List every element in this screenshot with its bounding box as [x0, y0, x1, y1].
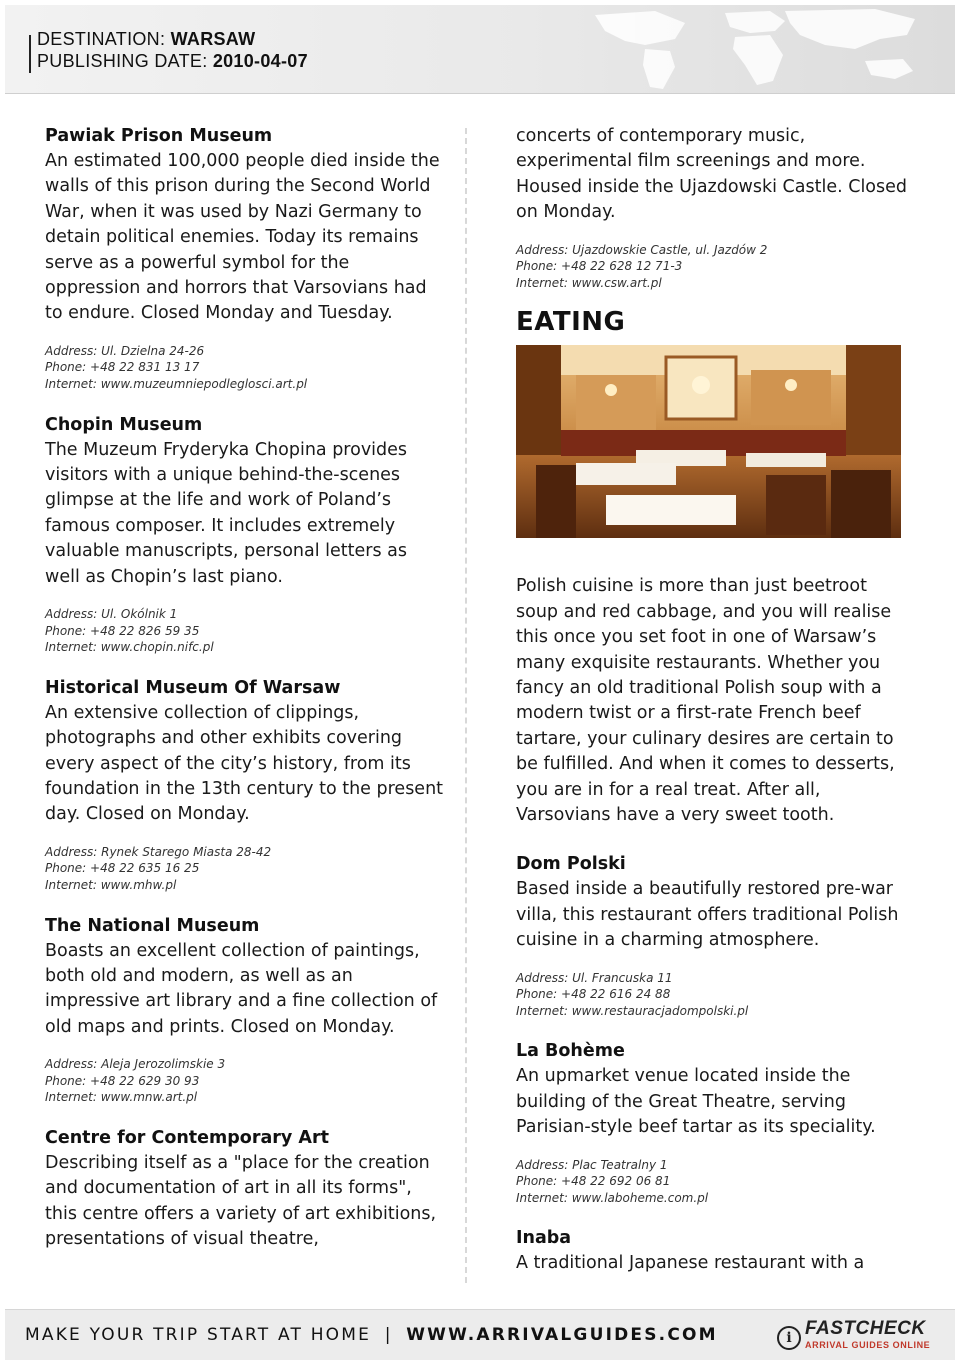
- entry-internet: Internet: www.chopin.nifc.pl: [45, 640, 214, 655]
- entry-chopin-museum: [45, 413, 445, 656]
- world-map-graphic: [535, 5, 955, 93]
- entry-description: An upmarket venue located inside the building of the Great Theatre, serving Parisian-style beef tartar as its speciality.: [516, 1066, 876, 1138]
- entry-description: The Muzeum Fryderyka Chopina provides visitors with a unique behind-the-scenes glimpse at the life and work of Poland’s famous composer. It includes extremely valuable manuscripts, personal letters as well as Chopin’s last piano.: [45, 439, 408, 587]
- entry-address: Address: Ul. Francuska 11: [516, 970, 673, 985]
- tagline-text: MAKE YOUR TRIP START AT HOME: [25, 1325, 372, 1345]
- entry-contact: [516, 1157, 912, 1207]
- entry-internet: Internet: www.mnw.art.pl: [45, 1090, 198, 1105]
- tagline-separator: |: [384, 1325, 393, 1345]
- entry-title: Centre for Contemporary Art: [45, 1128, 329, 1149]
- continued-contact: [516, 242, 912, 292]
- entry-description: An extensive collection of clippings, photographs and other exhibits covering every aspect of the city’s history, from its foundation in the 13th century to the present day. Closed on Monday.: [45, 702, 444, 825]
- left-column: [45, 124, 445, 1281]
- page-header: [5, 5, 955, 94]
- entry-historical-museum: [45, 676, 445, 894]
- entry-internet: Internet: www.csw.art.pl: [516, 275, 662, 290]
- entry-title: The National Museum: [45, 915, 260, 936]
- page-footer: [5, 1309, 955, 1360]
- destination-label: DESTINATION:: [37, 29, 166, 49]
- entry-la-boheme: [516, 1039, 912, 1206]
- entry-address: Address: Aleja Jerozolimskie 3: [45, 1057, 226, 1072]
- right-column: [516, 124, 912, 1305]
- entry-internet: Internet: www.muzeumniepodleglosci.art.pl: [45, 377, 308, 392]
- entry-contact: [516, 970, 912, 1020]
- entry-contact: [45, 343, 445, 393]
- entry-title: Inaba: [516, 1228, 572, 1249]
- destination-value: WARSAW: [170, 29, 256, 49]
- entry-national-museum: [45, 914, 445, 1106]
- entry-contact: [45, 1056, 445, 1106]
- entry-description: Describing itself as a "place for the creation and documentation of art in all its forms", this centre offers a variety of art exhibitions, presentations of visual theatre,: [45, 1153, 437, 1250]
- entry-pawiak-prison-museum: [45, 124, 445, 393]
- entry-internet: Internet: www.restauracjadompolski.pl: [516, 1003, 749, 1018]
- entry-dom-polski: [516, 852, 912, 1019]
- info-icon: i: [777, 1326, 801, 1350]
- entry-address: Address: Ujazdowskie Castle, ul. Jazdów 2: [516, 242, 768, 257]
- column-divider: [465, 128, 467, 1283]
- publishing-date-line: [37, 51, 308, 72]
- entry-description: Based inside a beautifully restored pre-war villa, this restaurant offers traditional Polish cuisine in a charming atmosphere.: [516, 879, 899, 951]
- entry-internet: Internet: www.laboheme.com.pl: [516, 1190, 709, 1205]
- entry-address: Address: Plac Teatralny 1: [516, 1157, 668, 1172]
- entry-phone: Phone: +48 22 831 13 17: [45, 360, 200, 375]
- entry-phone: Phone: +48 22 635 16 25: [45, 861, 200, 876]
- entry-title: Dom Polski: [516, 854, 626, 875]
- entry-phone: Phone: +48 22 616 24 88: [516, 987, 671, 1002]
- restaurant-interior-photo: [516, 345, 901, 538]
- website-link[interactable]: WWW.ARRIVALGUIDES.COM: [406, 1325, 718, 1345]
- fastcheck-logo: [777, 1318, 937, 1352]
- section-heading-eating: EATING: [516, 307, 626, 338]
- entry-contact: [45, 606, 445, 656]
- logo-subtitle: ARRIVAL GUIDES ONLINE: [805, 1340, 931, 1350]
- entry-title: Historical Museum Of Warsaw: [45, 677, 341, 698]
- entry-phone: Phone: +48 22 629 30 93: [45, 1073, 200, 1088]
- entry-title: La Bohème: [516, 1041, 625, 1062]
- entry-address: Address: Ul. Dzielna 24-26: [45, 343, 205, 358]
- entry-address: Address: Rynek Starego Miasta 28-42: [45, 844, 272, 859]
- entry-phone: Phone: +48 22 692 06 81: [516, 1174, 671, 1189]
- header-accent-bar: [29, 35, 31, 73]
- entry-description: An estimated 100,000 people died inside the walls of this prison during the Second World War, when it was used by Nazi Germany to detain political enemies. Today its remains serve as a powerful symbol for the oppression and horrors that Varsovians had to endure. Closed Monday and Tuesday.: [45, 151, 440, 324]
- entry-contact: [45, 844, 445, 894]
- entry-title: Pawiak Prison Museum: [45, 126, 273, 146]
- footer-tagline: [25, 1325, 718, 1345]
- publishing-date-label: PUBLISHING DATE:: [37, 51, 208, 71]
- logo-name: FASTCHECK: [805, 1318, 926, 1339]
- destination-line: [37, 29, 255, 50]
- continued-description: concerts of contemporary music, experimental film screenings and more. Housed inside the Ujazdowski Castle. Closed on Monday.: [516, 126, 908, 223]
- entry-description: A traditional Japanese restaurant with a: [516, 1253, 865, 1274]
- entry-centre-contemporary-art: [45, 1126, 445, 1253]
- entry-title: Chopin Museum: [45, 414, 203, 435]
- entry-internet: Internet: www.mhw.pl: [45, 878, 177, 893]
- eating-intro: Polish cuisine is more than just beetroot soup and red cabbage, and you will realise this once you set foot in one of Warsaw’s many exquisite restaurants. Whether you fancy an old traditional Polish soup with a modern twist or a first-rate French beef tartare, your culinary desires are certain to be fulfilled. And when it comes to desserts, you are in for a real treat. After all, Varsovians have a very sweet tooth.: [516, 576, 895, 826]
- entry-description: Boasts an excellent collection of paintings, both old and modern, as well as an impressive art library and a fine collection of old maps and prints. Closed on Monday.: [45, 940, 438, 1037]
- entry-phone: Phone: +48 22 628 12 71-3: [516, 259, 683, 274]
- entry-address: Address: Ul. Okólnik 1: [45, 607, 178, 622]
- entry-phone: Phone: +48 22 826 59 35: [45, 623, 200, 638]
- entry-inaba: [516, 1226, 912, 1276]
- publishing-date-value: 2010-04-07: [212, 51, 308, 71]
